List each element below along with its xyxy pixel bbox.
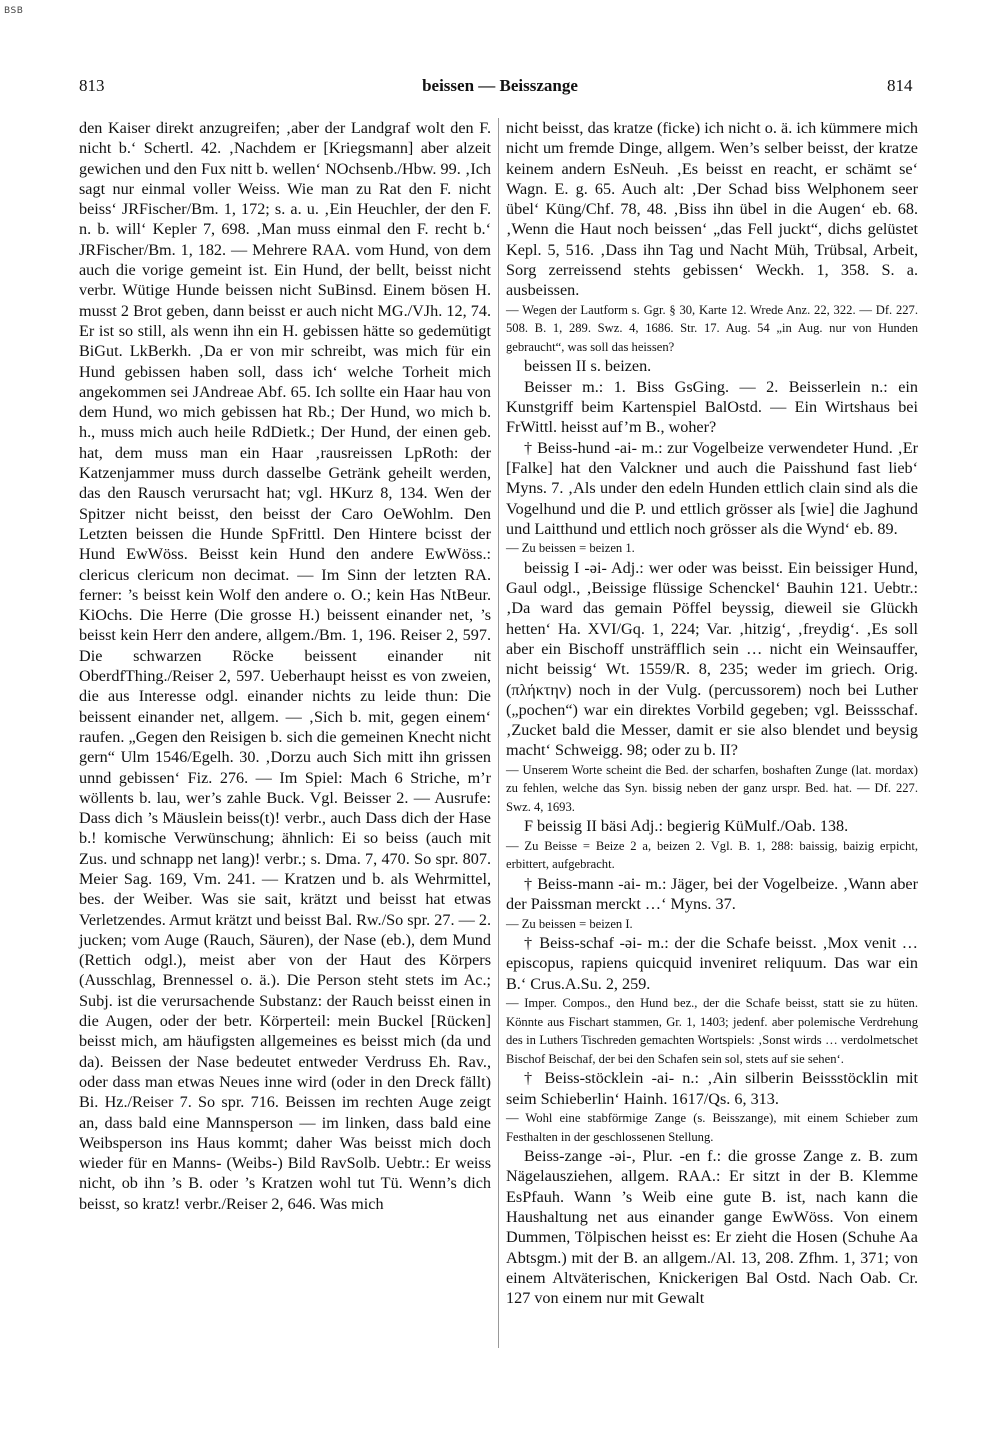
entry-paragraph: Beiss-zange -əi-, Plur. -en f.: die grosse Zange z. B. zum Nägelausziehen, allgem. RAA.: Er sitzt in der B. Klemme EsPfauh. Wann ’s Weib eine gute B. ist, nach kann die Haushaltung net aus einander gange EwWöss. Von einem Dummen, Tölpischen heisst es: Er zieht die Hosen (Schuhe Aa Abtsgm.) mit der B. an allgem./Al. 13, 208. Zfhm. 1, 371; von einem Altväterischen, Knickerigen Bal Ostd. Nach Oab. Cr. 127 von einem nur mit Gewalt [506,1147,918,1308]
etymology-note: — Zu beissen = beizen I. [506,916,633,931]
page-number-left: 813 [79,76,105,95]
running-head: beissen — Beisszange [422,76,578,95]
etymology-note: — Unserem Worte scheint die Bed. der scharfen, boshaften Zunge (lat. mordax) zu fehlen, welche das Syn. bissig neben der ganz urspr. Bed. hat. — Df. 227. Swz. 4, 1693. [506,762,918,814]
etymology-note: — Wohl eine stabförmige Zange (s. Beisszange), mit einem Schieber zum Festhalten in der geschlossenen Stellung. [506,1111,918,1144]
entry-paragraph: Beisser m.: 1. Biss GsGing. — 2. Beisserlein n.: ein Kunstgriff beim Kartenspiel BalOstd. — Ein Wirtshaus bei FrWittl. heisst auf’m B., woher? [506,377,918,437]
etymology-note: — Zu Beisse = Beize 2 a, beizen 2. Vgl. B. 1, 288: baissig, baizig erpicht, erbittert, aufgebracht. [506,838,918,872]
etymology-note: — Wegen der Lautform s. Ggr. § 30, Karte 12. Wrede Anz. 22, 322. — Df. 227. 508. B. 1, 289. Swz. 4, 1686. Str. 17. Aug. 54 „in Aug. nur von Hunden gebraucht“, was soll das heissen? [506,302,918,354]
entry-paragraph: nicht beisst, das kratze (ficke) ich nicht o. ä. ich kümmere mich nicht um fremde Dinge, allgem. Wen’s selber beisst, der kratze keinem andern EsNeuh. ‚Es beisst en reacht, er schämt se‘ Wagn. E. g. 65. Auch alt: ‚Der Schad biss Welphonem seer übel‘ Küng/Chf. 78, 48. ‚Biss ihn übel in die Augen‘ eb. 68. ‚Wenn die Haut noch beissen‘ „das Fell juckt“, dichs gelüstet Kepl. 5, 516. ‚Dass ihn Tag und Nacht Müh, Trübsal, Arbeit, Sorg zerreissend stehts gebissen‘ Weckh. 1, 358. S. a. ausbeissen. [506,119,918,300]
column-divider [498,118,499,1348]
entry-paragraph: † Beiss-mann -ai- m.: Jäger, bei der Vogelbeize. ‚Wann aber der Paissman merckt …‘ Myns. 37. [506,874,918,914]
right-column [506,118,918,1309]
entry-paragraph: F beissig II bäsi Adj.: begierig KüMulf./Oab. 138. [524,817,849,836]
entry-paragraph: beissen II s. beizen. [524,357,652,376]
left-column [79,118,491,1214]
entry-paragraph: den Kaiser direkt anzugreifen; ‚aber der Landgraf wolt den F. nicht b.‘ Schertl. 42. ‚Nachdem er [Kriegsmann] aber alzeit gewichen und den Fux nitt b. wellen‘ NOchsenb./Hbw. 99. ‚Ich sagt nur einmal voller Weiss. Wie man zu Rat den F. nicht beiss‘ JRFischer/Bm. 1, 172; s. a. u. ‚Ein Heuchler, der den F. n. b. will‘ Kepler 7, 698. ‚Man muss einmal den F. recht b.‘ JRFischer/Bm. 1, 182. — Mehrere RAA. vom Hund, von dem auch die vorige gemeint ist. Ein Hund, der bellt, beisst nicht verbr. Wütige Hunde beissen nicht SuBinsd. Einem bösen H. musst 2 Brot geben, dann beisst er auch nicht MG./VJh. 12, 74. Er ist so still, als wenn ihn ein H. gebissen hätte so gedemütigt BiGut. LkBerkh. ‚Da er von mir schreibt, was mich für ein Hund gebissen haben soll, dass ich‘ welche Torheit mich angekommen sei JAndreae Abf. 65. Ich sollte ein Haar hau von dem Hund, wo mich gebissen hat Rb.; Der Hund, wo mich b. h., muss mich auch heile RdDietk.; Der Hund, der einen geb. hat, dem muss man ein Haar ‚rausreissen LpRoth: der Katzenjammer muss durch dasselbe Getränk geheilt werden, das den Rausch verursacht hat; vgl. HKurz 8, 134. Wen der Spitzer nicht beisst, den beisst der Caro OeWohlm. Den Letzten beissen die Hunde SpFrittl. Den Hintere bcisst der Hund EwWöss. Beisst kein Hund den andere EwWöss.: clericus clericum non decimat. — Im Sinn der letzten RA. ferner: ’s beisst kein Wolf den andere o. O.; kein Has NtBeur. KiOchs. Die Herre (Die grosse H.) beissent einander net, ’s beisst kein Herr den andere, allgem./Bm. 1, 196. Reiser 2, 597. Die schwarzen Röcke beissent einander nit OberdfThing./Reiser 2, 597. Ueberhaupt heisst es von zweien, die aus Interesse odgl. einander nichts zu leide thun: Die beissent einander net, allgem. — ‚Sich b. mit, gegen einem‘ raufen. „Gegen den Reisigen b. sich die gemeinen Knecht nicht gern“ Ulm 1546/Egelh. 30. ‚Dorzu auch Sich mitt ihn grissen unnd gebissen‘ Fiz. 276. — Im Spiel: Mach 6 Striche, m’r wöllents b. lau, wer’s zahle Buck. Vgl. Beisser 2. — Ausrufe: Dass dich ’s Mäuslein beiss(t)! verbr., auch Dass dich der Hase b.! komische Verwünschung; ähnlich: Ei so beiss (auch mit Zus. und schnapp net lang)! verbr.; s. Dma. 7, 470. So spr. 807. Meier Sag. 169, Vm. 241. — Kratzen und b. als Wehrmittel, bes. der Weiber. Was sie sait, krätzt und beisst hat etwas Verletzendes. Armut krätzt und beisst Bal. Rw./So spr. 27. — 2. jucken; vom Auge (Rauch, Säuren), der Nase (eb.), dem Mund (Rettich odgl.), meist aber von der Haut des Körpers (Ausschlag, Brennessel o. ä.). Die Person steht stets im Ac.; Subj. ist die verursachende Substanz: der Rauch beisst einen in die Augen, oder der betr. Körperteil: mein Buckel [Rücken] beisst mich, am häufigsten allgemeines es beisst mich (da und da). Beissen der Nase bedeutet entweder Verdruss Eh. Rav., oder dass man etwas Neues inne wird (oder in den Dreck fällt) Bi. Hz./Reiser 7. So spr. 716. Beissen im rechten Auge zeigt an, dass bald eine Mannsperson — im linken, dass bald eine Weibsperson ins Haus kommt; daher Was beisst mich doch wieder für en Manns- (Weibs-) Bild RavSolb. Uebtr.: Er weiss nicht, ob ihn ’s B. oder ’s Kratzen wohl tut Tü. Wenn’s dich beisst, so kratz! verbr./Reiser 2, 646. Was mich [79,119,491,1213]
etymology-note: — Imper. Compos., den Hund bez., der die Schafe beisst, statt sie zu hüten. Könnte aus Fischart stammen, Gr. 1, 1403; jedenf. aber polemische Verdrehung des in Luthers Tischreden gemachten Wortspiels: ‚Sonst wirds … verdolmetschet Bischof Beischaf, der bei den Schafen sein sol, stets auf sie sehen‘. [506,996,918,1066]
entry-paragraph: † Beiss-stöcklein -ai- n.: ‚Ain silberin Beissstöcklin mit seim Schieberlin‘ Hainh. 1617/Qs. 6, 313. [506,1069,918,1108]
library-stamp: BSB [4,6,24,16]
page-number-right: 814 [887,76,913,95]
entry-paragraph: beissig I -əi- Adj.: wer oder was beisst. Ein beissiger Hund, Gaul odgl., ‚Beissige flüssige Schenckel‘ Bauhin 121. Uebtr.: ‚Da ward das gemain Pöffel beyssig, dieweil sie Glückh hetten‘ Ha. XVI/Gq. 1, 224; Var. ‚hitzig‘, ‚freydig‘. ‚Es soll aber ein Bischoff unsträfflich sein … nicht ein Weinsauffer, nicht beissig‘ Wt. 1559/R. 8, 235; weder im griech. Orig. (πλήκτην) noch in der Vulg. (percussorem) noch bei Luther („pochen“) war ein direktes Vorbild gegeben; vgl. Beissschaf. ‚Zucket bald die Messer, damit er sie also blendet und beysig macht‘ Schweigg. 98; oder zu b. II? [506,558,918,760]
entry-paragraph: † Beiss-schaf -əi- m.: der die Schafe beisst. ‚Mox venit … episcopus, rapiens quicquid inveniret reliquum. Das war ein B.‘ Crus.A.Su. 2, 259. [506,934,918,993]
etymology-note: — Zu beissen = beizen 1. [506,541,635,556]
entry-paragraph: † Beiss-hund -ai- m.: zur Vogelbeize verwendeter Hund. ‚Er [Falke] hat den Valckner und auch die Paisshund fast lieb‘ Myns. 7. ‚Als under den edeln Hunden ettlich clain sind als die Vogelhund und die P. und ettlich grösser als [wie] die Jaghund und Laitthund und ettlich noch grösser als die Wynd‘ eb. 89. [506,438,918,538]
